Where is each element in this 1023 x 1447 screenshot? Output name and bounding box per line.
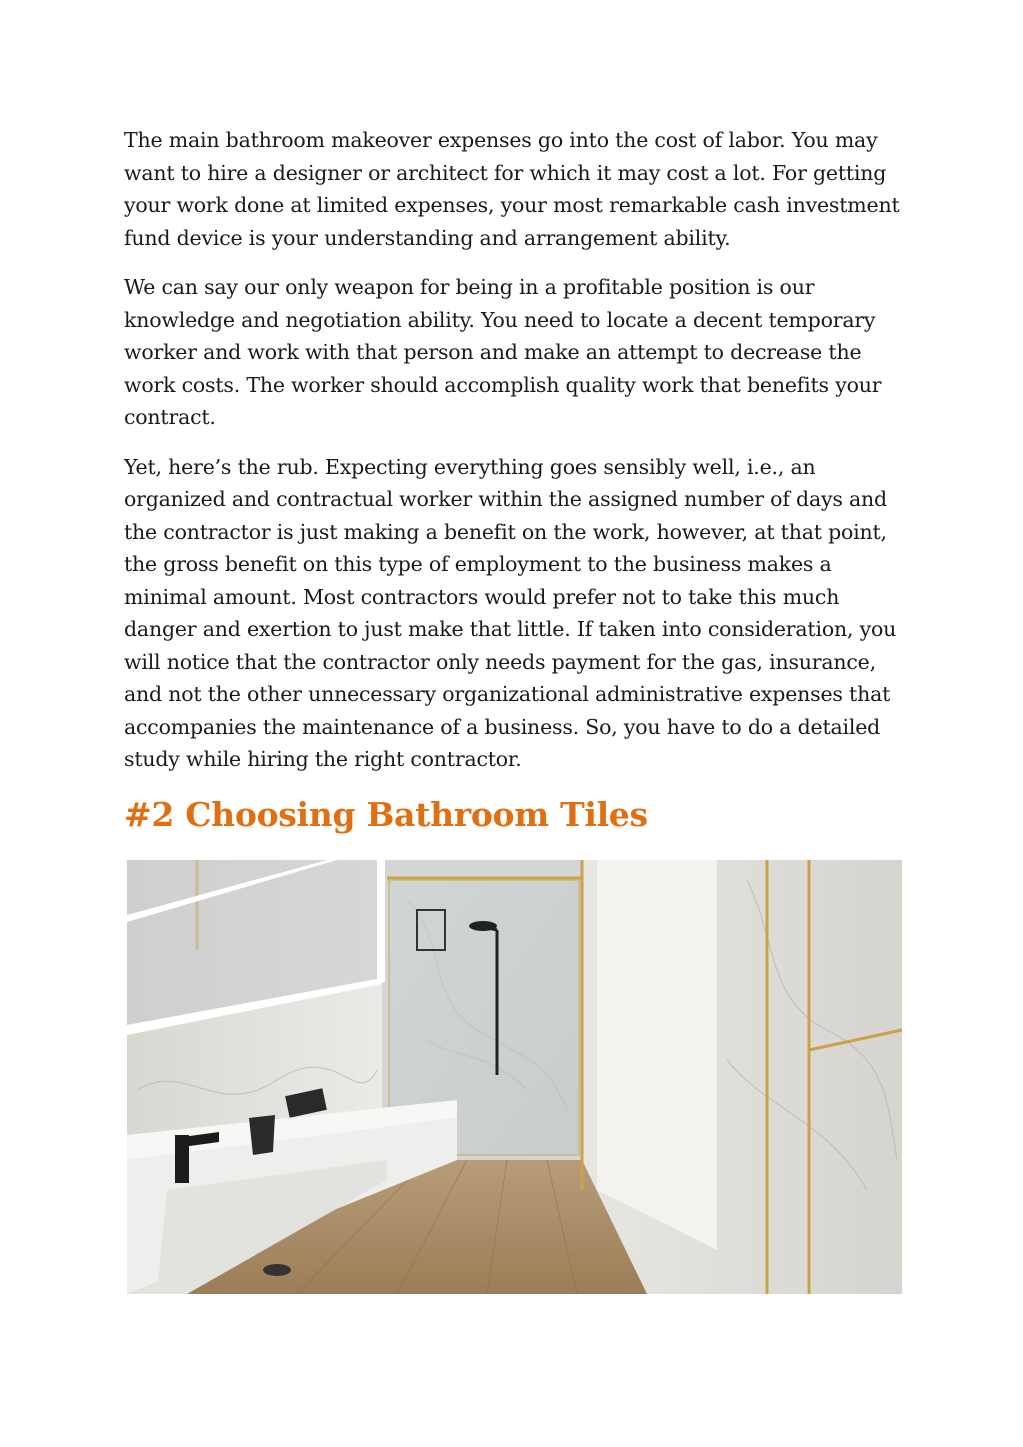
paragraph-contractor: Yet, here’s the rub. Expecting everything goes sensibly well, i.e., an organized and contractual worker within the assigned number of days and the contractor is just making a benefit on the work, however, at that point, the gross benefit on this type of employment to the business makes a minimal amount. Most contractors would prefer not to take this much danger and exertion to just make that little. If taken into consideration, you will notice that the contractor only needs payment for the gas, insurance, and not the other unnecessary organizational administrative expenses that accompanies the maintenance of a business. So, you have to do a detailed study while hiring the right contractor. [124,454,897,771]
section-heading: #2 Choosing Bathroom Tiles [124,794,648,834]
article-body [124,124,904,851]
paragraph-labor-cost: The main bathroom makeover expenses go into the cost of labor. You may want to hire a designer or architect for which it may cost a lot. For getting your work done at limited expenses, your most remarkable cash investment fund device is your understanding and arrangement ability. [124,128,900,250]
door-panel [597,860,717,1250]
shower-head [469,921,497,931]
bathroom-photo [127,860,902,1294]
sink-drain [263,1264,291,1276]
cup [249,1115,275,1155]
led-strip-side [377,860,385,984]
paragraph-negotiation: We can say our only weapon for being in a profitable position is our knowledge and negotiation ability. You need to locate a decent temporary worker and work with that person and make an attempt to decrease the work costs. The worker should accomplish quality work that benefits your contract. [124,275,882,429]
bathroom-illustration [127,860,902,1294]
